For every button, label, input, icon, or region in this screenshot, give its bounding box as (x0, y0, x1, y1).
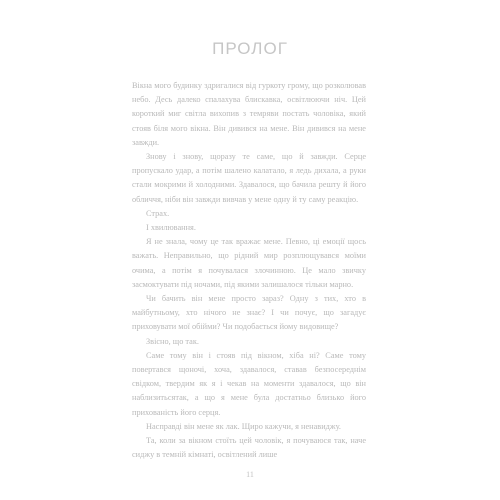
chapter-title: ПРОЛОГ (212, 39, 288, 58)
paragraph: Звісно, що так. (146, 336, 199, 346)
paragraph: Знову і знову, щоразу те саме, що й завжди. Серце пропускало удар, а потім шалено калатало, я ледь дихала, а руки стали мокрими й холодними. Здавалося, що бачила решту й його обличчя, ніби він завжди вивчав у мене одну й ту саму реакцію. (132, 152, 366, 204)
paragraph: Чи бачить він мене просто зараз? Одну з тих, хто в майбутньому, хто нічого не знає? І чи почує, що загадує приховувати мої обійми? Чи подобається йому видовище? (132, 294, 366, 332)
paragraph: Вікна мого будинку здригалися від гуркоту грому, що розколював небо. Десь далеко спалахува блискавка, освітлюючи ніч. Цей короткий миг світла вихопив з темряви постать чоловіка, який стояв біля мого вікна. Він дивився на мене. Він дивився на мене завжди. (132, 81, 366, 147)
body-text (132, 79, 366, 462)
paragraph: Саме тому він і стояв під вікном, хіба ні? Саме тому повертався щоночі, хоча, здавалося, ставав безпосереднім свідком, твердим як я і чекав на моменти здавалося, що він наблизитьсятак, а що я мене була достатньо близько його прихованість його серця. (132, 350, 366, 417)
paragraph: І хвилювання. (146, 223, 196, 233)
paragraph: Та, коли за вікном стоїть цей чоловік, я почуваюся так, наче сиджу в темній кімнаті, освітлений лише (132, 436, 366, 460)
paragraph: Я не знала, чому це так вражає мене. Певно, ці емоції щось важать. Неправильно, що рідний мир розплющувався моїми очима, а потім я почувалася злочинною. Це мало звичку засмоктувати під ночами, під якими залишалося тільки марно. (132, 237, 366, 289)
paragraph: Насправді він мене як лак. Щиро кажучи, я ненавиджу. (146, 421, 341, 431)
paragraph: Страх. (146, 208, 170, 218)
page-number: 11 (246, 470, 254, 479)
